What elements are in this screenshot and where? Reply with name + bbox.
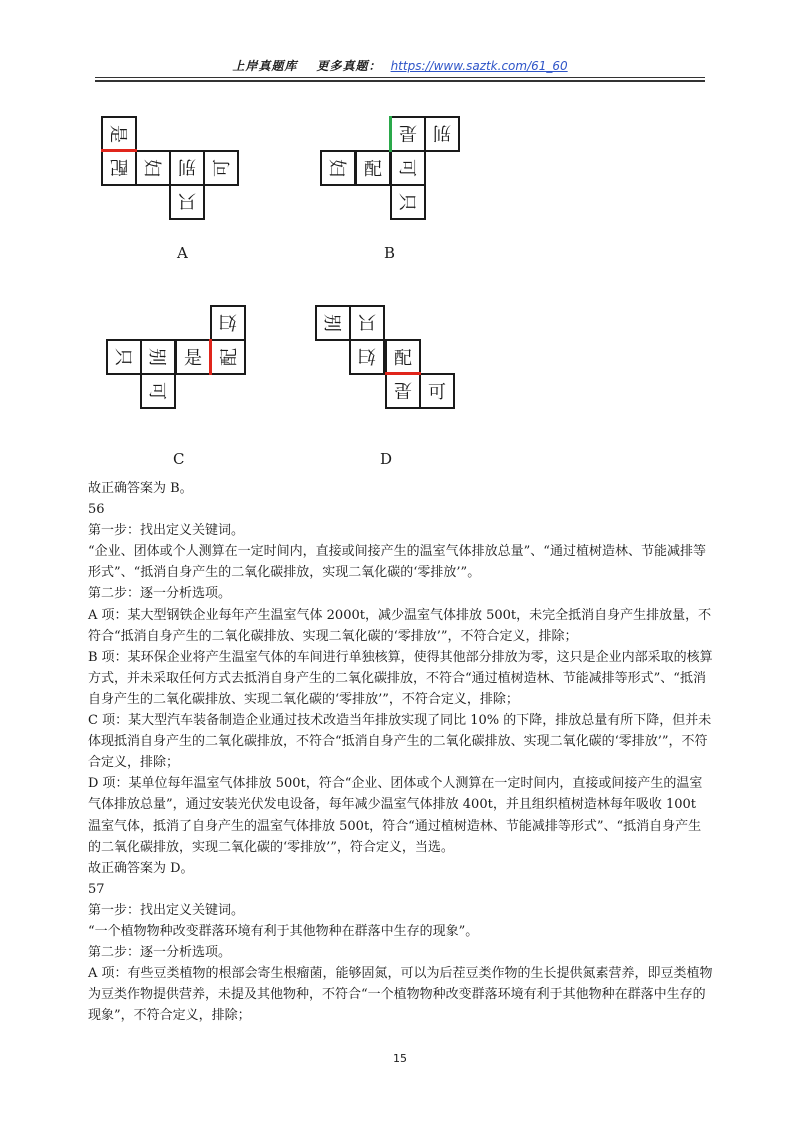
question-number: 56 (88, 502, 105, 518)
option-analysis: C 项：某大型汽车装备制造企业通过技术改造当年排放实现了同比 10% 的下降，排放总量有所下降，但并未体现抵消自身产生的二氧化碳排放，不符合“抵消自身产生的二氧化碳排放、实现二氧化碳的‘零排放’”，不符合定义，排除； (88, 713, 712, 771)
net-b (320, 116, 466, 224)
option-analysis: A 项：某大型钢铁企业每年产生温室气体 2000t，减少温室气体排放 500t，未完全抵消自身产生排放量，不符合“抵消自身产生的二氧化碳排放、实现二氧化碳的‘零排放’”，不符合定义，排除； (88, 607, 712, 644)
net-a-cell: 别 (169, 150, 205, 186)
net-d-cell: 是 (385, 373, 421, 409)
net-a-red-edge (101, 149, 137, 152)
net-d-cell: 只 (349, 305, 385, 341)
header-rule-thick (95, 80, 705, 82)
header-site-name: 上岸真题库 (232, 59, 298, 73)
step-heading: 第一步：找出定义关键词。 (88, 523, 245, 539)
net-a-cell: 妇 (135, 150, 171, 186)
net-c-cell: 可 (140, 373, 176, 409)
net-b-green-edge (389, 116, 392, 152)
answer-line: 故正确答案为 D。 (88, 860, 194, 876)
net-a-label: A (177, 244, 188, 262)
net-a-cell: 是 (101, 116, 137, 152)
net-c (106, 305, 248, 411)
step-heading: 第二步：逐一分析选项。 (88, 945, 232, 961)
net-a-cell: 配 (101, 150, 137, 186)
answer-line: 故正确答案为 B。 (88, 481, 193, 496)
net-d-cell: 妇 (349, 339, 385, 375)
net-b-label: B (384, 244, 396, 262)
net-a (101, 116, 247, 224)
net-d-red-edge (385, 372, 421, 375)
option-analysis: A 项：有些豆类植物的根部会寄生根瘤菌，能够固氮，可以为后茬豆类作物的生长提供氮素营养，即豆类植物为豆类作物提供营养，未提及其他物种，不符合“一个植物物种改变群落环境有利于其他物种在群落中生存的现象”，不符合定义，排除； (88, 966, 713, 1024)
net-d (315, 305, 461, 413)
net-c-cell: 只 (106, 339, 142, 375)
option-analysis: B 项：某环保企业将产生温室气体的车间进行单独核算，使得其他部分排放为零，这只是企业内部采取的核算方式，并未采取任何方式去抵消自身产生的二氧化碳排放，不符合“通过植树造林、节能减排等形式”、“抵消自身产生的二氧化碳排放、实现二氧化碳的‘零排放’”，不符合定义，排除； (88, 649, 713, 707)
header-rule (95, 77, 705, 78)
header-more-label: 更多真题： (316, 59, 382, 73)
keywords-paragraph: “一个植物物种改变群落环境有利于其他物种在群落中生存的现象”。 (88, 923, 479, 939)
net-b-cell: 配 (355, 150, 391, 186)
net-c-red-edge (209, 339, 212, 375)
answer-explanation (88, 478, 713, 1026)
net-b-cell: 可 (390, 150, 426, 186)
net-a-cell: 可 (203, 150, 239, 186)
net-b-cell: 别 (424, 116, 460, 152)
net-d-label: D (380, 450, 393, 468)
net-b-cell: 只 (390, 184, 426, 220)
keywords-paragraph: “企业、团体或个人测算在一定时间内，直接或间接产生的温室气体排放总量”、“通过植树造林、节能减排等形式”、“抵消自身产生的二氧化碳排放，实现二氧化碳的‘零排放’”。 (88, 544, 706, 581)
page-number: 15 (393, 1052, 407, 1065)
net-b-cell: 妇 (320, 150, 356, 186)
question-number: 57 (88, 881, 105, 897)
net-d-cell: 别 (315, 305, 351, 341)
page-header (0, 55, 800, 81)
net-d-cell: 可 (419, 373, 455, 409)
net-b-cell: 是 (390, 116, 426, 152)
option-analysis: D 项：某单位每年温室气体排放 500t，符合“企业、团体或个人测算在一定时间内，直接或间接产生的温室气体排放总量”，通过安装光伏发电设备，每年减少温室气体排放 400t，并且组织植树造林每年吸收 100t 温室气体，抵消了自身产生的温室气体排放 500t，符合“通过植树造林、节能减排等形式”、“抵消自身产生的二氧化碳排放，实现二氧化碳的‘零排放’”，符合定义，当选。 (88, 776, 703, 855)
header-link[interactable]: https://www.saztk.com/61_60 (390, 58, 568, 73)
step-heading: 第二步：逐一分析选项。 (88, 586, 232, 602)
net-c-cell: 别 (140, 339, 176, 375)
net-c-cell: 妇 (210, 305, 246, 341)
net-c-cell: 是 (175, 339, 211, 375)
net-a-cell: 只 (169, 184, 205, 220)
net-c-cell: 配 (210, 339, 246, 375)
net-d-cell: 配 (385, 339, 421, 375)
step-heading: 第一步：找出定义关键词。 (88, 902, 245, 918)
net-c-label: C (173, 450, 185, 468)
